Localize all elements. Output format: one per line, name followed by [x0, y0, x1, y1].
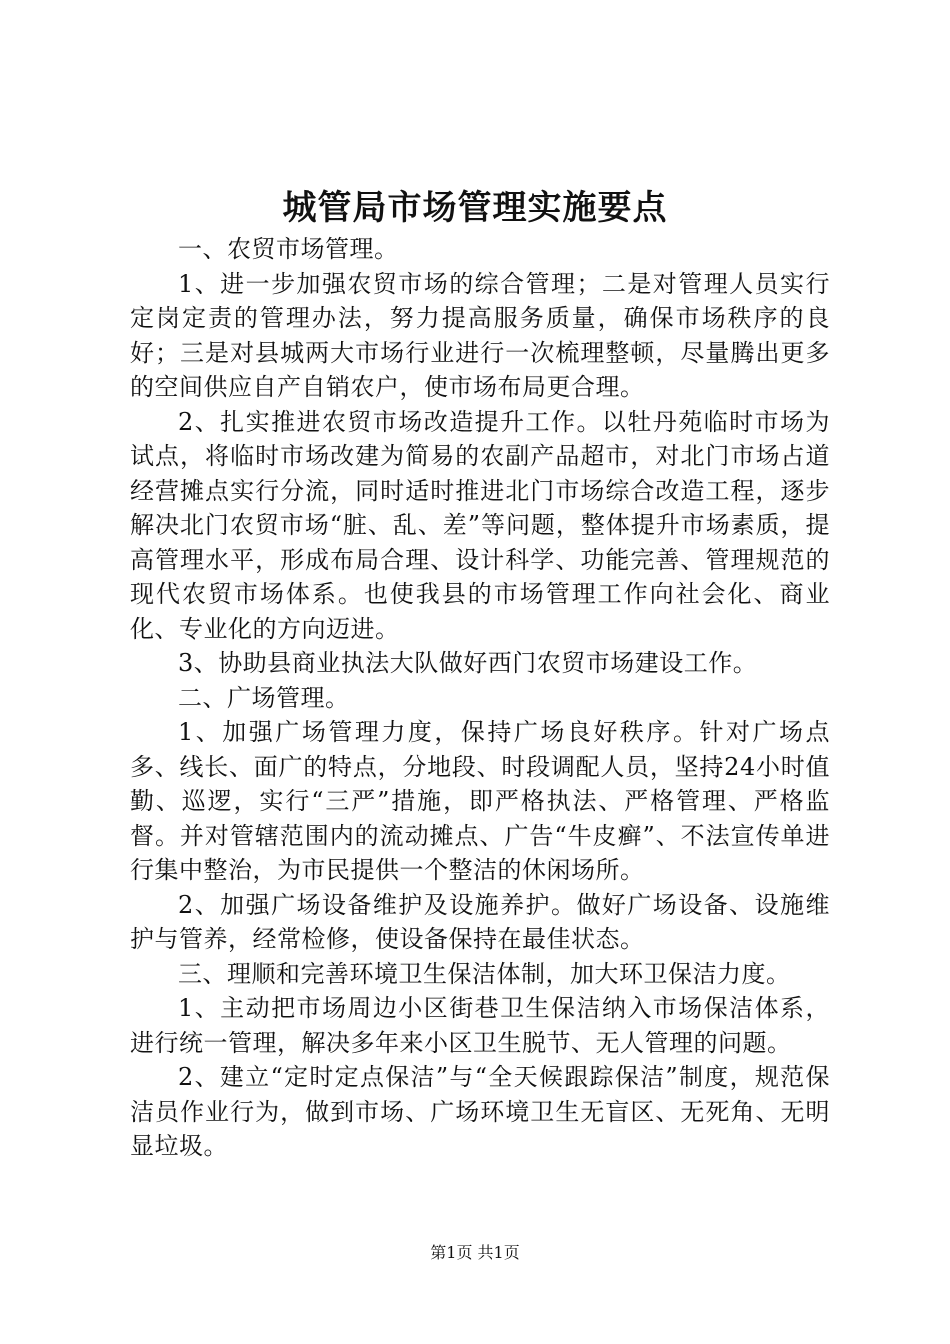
paragraph: 3、协助县商业执法大队做好西门农贸市场建设工作。: [178, 649, 758, 677]
section-heading-3: 三、理顺和完善环境卫生保洁体制，加大环卫保洁力度。: [178, 959, 791, 988]
paragraph: 1、进一步加强农贸市场的综合管理；二是对管理人员实行定岗定责的管理办法，努力提高服务质量，确保市场秩序的良好；三是对县城两大市场行业进行一次梳理整顿，尽量腾出更多的空间供应自产自销农户，使市场布局更合理。: [130, 269, 830, 401]
paragraph: 2、建立“定时定点保洁”与“全天候跟踪保洁”制度，规范保洁员作业行为，做到市场、广场环境卫生无盲区、无死角、无明显垃圾。: [130, 1063, 830, 1160]
section-heading-2: 二、广场管理。: [178, 683, 350, 712]
page-footer: 第1页 共1页: [430, 1243, 520, 1262]
paragraph: 1、主动把市场周边小区街巷卫生保洁纳入市场保洁体系，进行统一管理，解决多年来小区卫生脱节、无人管理的问题。: [130, 994, 830, 1057]
paragraph: 2、扎实推进农贸市场改造提升工作。以牡丹苑临时市场为试点，将临时市场改建为简易的农副产品超市，对北门市场占道经营摊点实行分流，同时适时推进北门市场综合改造工程，逐步解决北门农贸市场“脏、乱、差”等问题，整体提升市场素质，提高管理水平，形成布局合理、设计科学、功能完善、管理规范的现代农贸市场体系。也使我县的市场管理工作向社会化、商业化、专业化的方向迈进。: [130, 407, 830, 643]
paragraph: 2、加强广场设备维护及设施养护。做好广场设备、设施维护与管养，经常检修，使设备保持在最佳状态。: [130, 890, 830, 953]
document-body: [130, 232, 830, 1164]
paragraph: 1、加强广场管理力度，保持广场良好秩序。针对广场点多、线长、面广的特点，分地段、时段调配人员，坚持24小时值勤、巡逻，实行“三严”措施，即严格执法、严格管理、严格监督。并对管辖范围内的流动摊点、广告“牛皮癣”、不法宣传单进行集中整治，为市民提供一个整洁的休闲场所。: [130, 718, 830, 884]
section-heading-1: 一、农贸市场管理。: [178, 235, 399, 263]
document-title: 城管局市场管理实施要点: [282, 188, 668, 228]
